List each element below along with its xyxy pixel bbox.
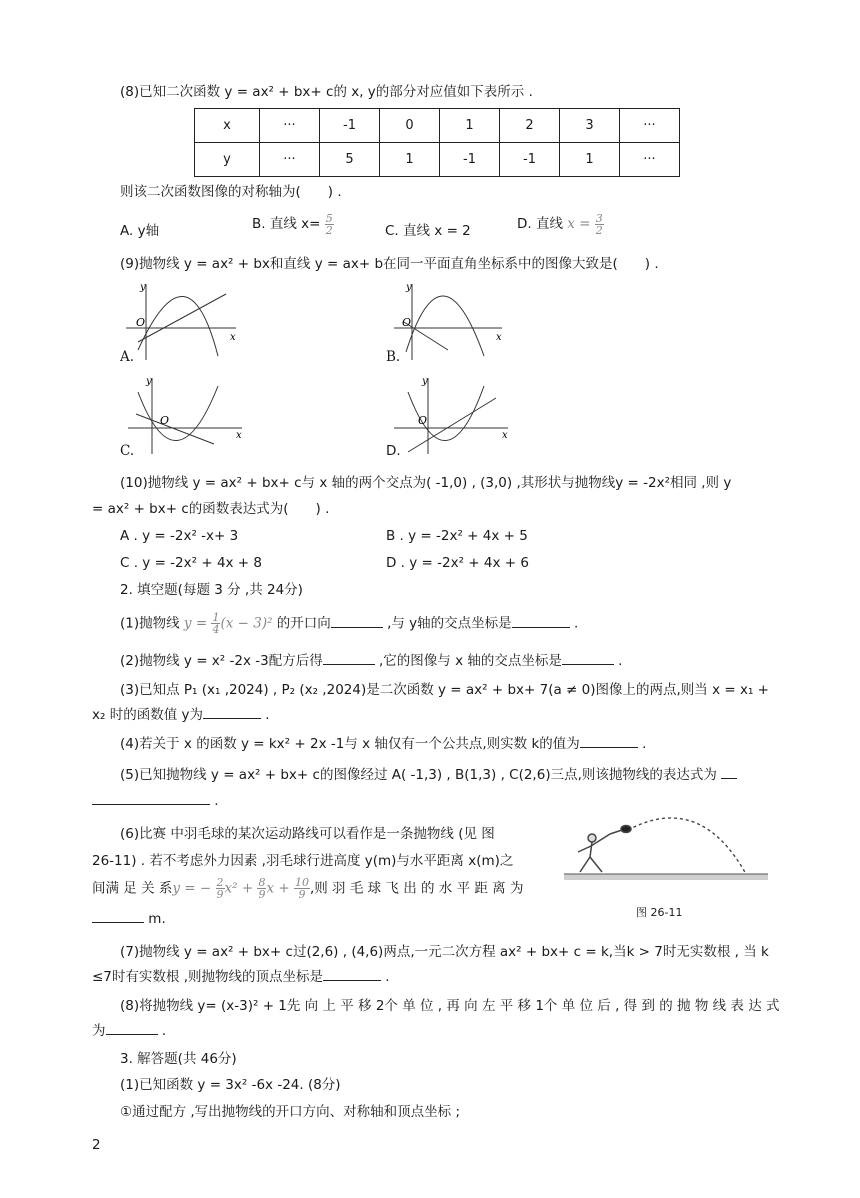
text: (5)已知抛物线 y = ax² + bx+ c的图像经过 A( -1,3) , B(1,3) , C(2,6)三点,则该抛物线的表达式为	[120, 767, 717, 783]
fill-1	[120, 612, 578, 635]
frac-num: 8	[258, 876, 266, 889]
table-cell: 1	[440, 109, 500, 143]
table-row-y	[195, 143, 680, 177]
option-text: B. 直线 x=	[252, 216, 325, 232]
graph-a	[118, 280, 248, 366]
table-cell: 1	[380, 143, 440, 177]
y-label: y	[406, 282, 412, 293]
math-expr: x² +	[224, 880, 254, 897]
fill-5-line1	[120, 766, 737, 784]
text: (4)若关于 x 的函数 y = kx² + 2x -1与 x 轴仅有一个公共点,则实数 k的值为	[120, 736, 580, 752]
text: .	[613, 653, 623, 669]
solve-1-part1: ①通过配方 ,写出抛物线的开口方向、对称轴和顶点坐标 ;	[120, 1104, 461, 1120]
answer-blank[interactable]	[562, 655, 614, 665]
answer-blank[interactable]	[106, 1022, 158, 1035]
answer-blank[interactable]	[203, 706, 261, 719]
fraction	[325, 213, 334, 236]
section2-title: 2. 填空题(每题 3 分 ,共 24分)	[120, 582, 303, 598]
line	[138, 294, 226, 342]
text: .	[637, 736, 647, 752]
text: ,与 y轴的交点坐标是	[382, 615, 512, 632]
table-cell: -1	[320, 109, 380, 143]
frac-den: 4	[212, 623, 220, 636]
answer-blank[interactable]	[512, 615, 570, 628]
text: (2)抛物线 y = x² -2x -3配方后得	[120, 653, 323, 669]
table-cell: ···	[260, 143, 320, 177]
origin-label: O	[136, 316, 146, 329]
y-label: y	[422, 376, 428, 387]
text: ≤7时有实数根 ,则抛物线的顶点坐标是	[92, 969, 323, 985]
frac-den: 9	[216, 888, 224, 901]
table-cell: y	[195, 143, 260, 177]
fill-6-line3	[92, 877, 523, 900]
parabola	[138, 386, 218, 441]
text: (1)抛物线	[120, 615, 184, 632]
table-cell: 2	[500, 109, 560, 143]
text: .	[380, 969, 390, 985]
frac-num: 1	[212, 611, 220, 624]
frac-num: 2	[216, 876, 224, 889]
ground	[564, 874, 768, 880]
graph-b	[384, 280, 514, 366]
text: 为	[92, 1023, 106, 1039]
x-label: x	[230, 332, 236, 343]
table-cell: ···	[620, 143, 680, 177]
fill-7-line1: (7)抛物线 y = ax² + bx+ c过(2,6) , (4,6)两点,一元二次方程 ax² + bx+ c = k,当k > 7时无实数根 , 当 k	[120, 944, 769, 960]
fill-8-line1: (8)将抛物线 y= (x-3)² + 1先 向 上 平 移 2个 单 位 , 再 向 左 平 移 1个 单 位 后 , 得 到 的 抛 物 线 表 达 式	[120, 998, 780, 1014]
table-cell: -1	[440, 143, 500, 177]
answer-blank[interactable]	[331, 615, 383, 628]
shuttlecock-path	[628, 818, 746, 874]
origin-label: O	[418, 414, 428, 427]
player-icon	[578, 826, 631, 873]
origin-label: O	[402, 316, 412, 329]
fill-6-line1: (6)比赛 中羽毛球的某次运动路线可以看作是一条抛物线 (见 图	[120, 826, 495, 842]
table-cell: 3	[560, 109, 620, 143]
value-table	[194, 108, 680, 177]
table-cell: x	[195, 109, 260, 143]
fill-8-line2	[92, 1022, 166, 1040]
frac-den: 9	[298, 888, 306, 901]
graph-d-label: D.	[386, 443, 401, 459]
page-number: 2	[92, 1137, 101, 1153]
q10-option-d: D . y = -2x² + 4x + 6	[386, 555, 529, 571]
table-cell: 5	[320, 143, 380, 177]
answer-blank[interactable]	[721, 766, 737, 779]
text: .	[157, 1023, 167, 1039]
fill-6-line4	[92, 910, 166, 928]
x-label: x	[496, 332, 502, 343]
option-text: D. 直线	[517, 216, 568, 232]
fraction	[216, 877, 225, 900]
text: m.	[144, 911, 166, 927]
math-expr: x +	[266, 880, 290, 897]
y-label: y	[140, 282, 146, 293]
frac-num: 10	[294, 876, 309, 889]
math-expr: (x − 3)²	[220, 615, 273, 632]
graph-b-label: B.	[386, 349, 401, 365]
fill-3-line2	[92, 706, 270, 724]
fill-4	[120, 735, 646, 753]
figure-caption: 图 26-11	[636, 906, 683, 919]
text: x₂ 时的函数值 y为	[92, 707, 203, 723]
text: ,则 羽 毛 球 飞 出 的 水 平 距 离 为	[309, 880, 524, 897]
text: .	[260, 707, 270, 723]
text: 间满 足 关 系	[92, 880, 173, 897]
fraction	[595, 213, 604, 236]
q8-option-d	[517, 212, 604, 236]
frac-num: 5	[325, 211, 333, 225]
math-expr: y = −	[172, 880, 212, 897]
q8-option-a: A. y轴	[120, 223, 160, 239]
answer-blank[interactable]	[92, 792, 210, 805]
parabola	[406, 296, 484, 356]
q10-option-b: B . y = -2x² + 4x + 5	[386, 528, 528, 544]
answer-blank[interactable]	[323, 655, 375, 665]
answer-blank[interactable]	[323, 968, 381, 981]
frac-den: 2	[595, 223, 603, 237]
answer-blank[interactable]	[92, 910, 144, 923]
frac-den: 2	[325, 223, 333, 237]
q10-option-c: C . y = -2x² + 4x + 8	[120, 555, 263, 571]
table-cell: 0	[380, 109, 440, 143]
origin-label: O	[160, 414, 170, 427]
fill-6-line2: 26-11) . 若不考虑外力因素 ,羽毛球行进高度 y(m)与水平距离 x(m)之	[92, 853, 514, 869]
q10-option-a: A . y = -2x² -x+ 3	[120, 528, 239, 544]
graph-c	[118, 372, 248, 458]
fraction	[294, 877, 310, 900]
section3-title: 3. 解答题(共 46分)	[120, 1051, 237, 1067]
graph-a-label: A.	[120, 349, 135, 365]
q8-question: 则该二次函数图像的对称轴为( ) .	[120, 184, 342, 200]
math-var: y =	[183, 615, 208, 632]
table-row-x	[195, 109, 680, 143]
q8-option-c: C. 直线 x = 2	[385, 223, 471, 239]
q8-stem: (8)已知二次函数 y = ax² + bx+ c的 x, y的部分对应值如下表所示 .	[120, 84, 533, 100]
text: .	[569, 615, 579, 632]
graph-c-label: C.	[120, 443, 135, 459]
fill-2	[120, 652, 622, 670]
table-cell: -1	[500, 143, 560, 177]
x-label: x	[502, 430, 508, 441]
table-cell: 1	[560, 143, 620, 177]
q10-stem-2: = ax² + bx+ c的函数表达式为( ) .	[92, 501, 330, 517]
fill-7-line2	[92, 968, 390, 986]
x-label: x	[236, 430, 242, 441]
badminton-figure	[560, 812, 770, 888]
math-var: x =	[567, 216, 591, 232]
frac-den: 9	[258, 888, 266, 901]
fill-5-line2	[92, 792, 219, 810]
text: ,它的图像与 x 轴的交点坐标是	[374, 653, 562, 669]
solve-1-stem: (1)已知函数 y = 3x² -6x -24. (8分)	[120, 1077, 341, 1093]
graph-d	[384, 372, 514, 458]
table-cell: ···	[260, 109, 320, 143]
text: 的开口向	[272, 615, 331, 632]
y-label: y	[146, 376, 152, 387]
q9-stem: (9)抛物线 y = ax² + bx和直线 y = ax+ b在同一平面直角坐标系中的图像大致是( ) .	[120, 256, 659, 272]
answer-blank[interactable]	[580, 738, 638, 748]
fill-3-line1: (3)已知点 P₁ (x₁ ,2024) , P₂ (x₂ ,2024)是二次函数 y = ax² + bx+ 7(a ≠ 0)图像上的两点,则当 x = x₁ +	[120, 682, 769, 698]
q8-option-b	[252, 212, 334, 236]
frac-num: 3	[595, 211, 603, 225]
q10-stem-1: (10)抛物线 y = ax² + bx+ c与 x 轴的两个交点为( -1,0) , (3,0) ,其形状与抛物线y = -2x²相同 ,则 y	[120, 475, 732, 491]
text: .	[210, 793, 219, 809]
table-cell: ···	[620, 109, 680, 143]
